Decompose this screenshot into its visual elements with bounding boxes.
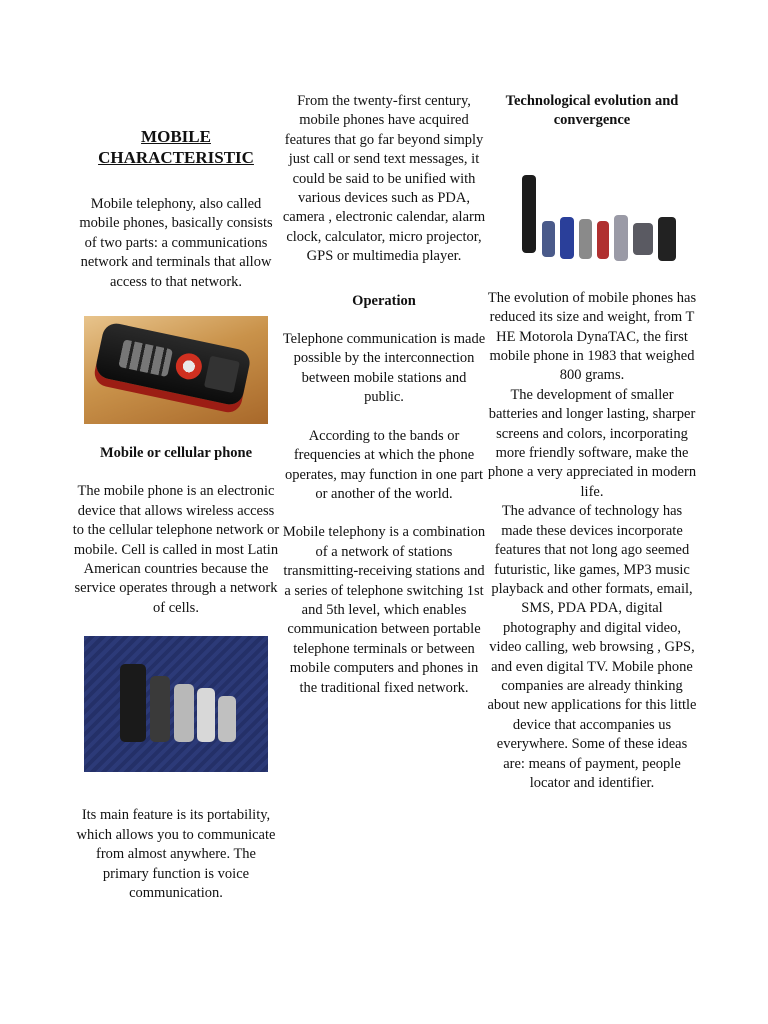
phone-shape-3 (174, 684, 194, 742)
column-right (486, 92, 698, 793)
column-left (72, 126, 280, 903)
evo-phone-4 (579, 219, 592, 259)
phone-shape-5 (218, 696, 236, 742)
column-middle (280, 92, 488, 698)
phone-photo-table (84, 316, 268, 424)
evo-phone-7 (633, 223, 653, 255)
section-heading-mobile-phone: Mobile or cellular phone (99, 445, 253, 462)
portability-paragraph: Its main feature is its portability, which allows you to communicate from almost anywhere. The primary function is voice communication. (76, 807, 276, 901)
operation-paragraph-1: Telephone communication is made possible by the interconnection between mobile stations and public. (282, 331, 486, 406)
section-heading-operation: Operation (352, 292, 416, 309)
document-title: MOBILE CHARACTERISTIC (98, 127, 254, 167)
phones-photo-fabric (84, 636, 268, 772)
phone-shape-2 (150, 676, 170, 742)
evo-phone-8 (658, 217, 676, 261)
features-paragraph: From the twenty-first century, mobile phones have acquired features that go far beyond simply just call or send text messages, it could be said to be unified with various devices such as PDA, camera , electronic calendar, alarm clock, calculator, micro projector, GPS or multimedia player. (282, 93, 486, 265)
evo-phone-2 (542, 221, 555, 257)
phone-body-shape (94, 321, 252, 407)
evo-phone-6 (614, 215, 628, 261)
phone-evolution-photo (502, 145, 682, 261)
screen-shape (204, 356, 240, 394)
operation-paragraph-3: Mobile telephony is a combination of a network of stations transmitting-receiving stations and a series of telephone switching 1st and 5th level, which enables communication between portable telephone terminals or between mobile computers and phones in the traditional fixed network. (282, 524, 486, 696)
dpad-shape (173, 351, 204, 382)
evo-phone-5 (597, 221, 609, 259)
keypad-shape (118, 339, 173, 377)
evolution-paragraph-2: The development of smaller batteries and longer lasting, sharper screens and colors, incorporating more friendly software, make the phone a very appreciated in modern life. (487, 386, 697, 500)
intro-paragraph: Mobile telephony, also called mobile phones, basically consists of two parts: a communications network and terminals that allow access to that network. (79, 196, 273, 290)
mobile-phone-paragraph: The mobile phone is an electronic device that allows wireless access to the cellular telephone network or mobile. Cell is called in most Latin American countries because the service operates through a network of cells. (72, 483, 280, 616)
section-heading-evolution: Technological evolution and convergence (505, 93, 679, 129)
dynatac-shape (522, 175, 536, 253)
evo-phone-3 (560, 217, 574, 259)
operation-paragraph-2: According to the bands or frequencies at which the phone operates, may function in one part or another of the world. (284, 427, 484, 502)
evolution-paragraph-3: The advance of technology has made these devices incorporate features that not long ago seemed futuristic, like games, MP3 music playback and other formats, email, SMS, PDA PDA, digital photography and digital video, video calling, web browsing , GPS, and even digital TV. Mobile phone companies are already thinking about new applications for this little device that accompanies us everywhere. Some of these ideas are: means of payment, people locator and identifier. (487, 503, 697, 791)
evolution-paragraph-1: The evolution of mobile phones has reduced its size and weight, from T HE Motorola DynaTAC, the first mobile phone in 1983 that weighed 800 grams. (487, 289, 697, 384)
phone-shape-4 (197, 688, 215, 742)
phone-shape-1 (120, 664, 146, 742)
